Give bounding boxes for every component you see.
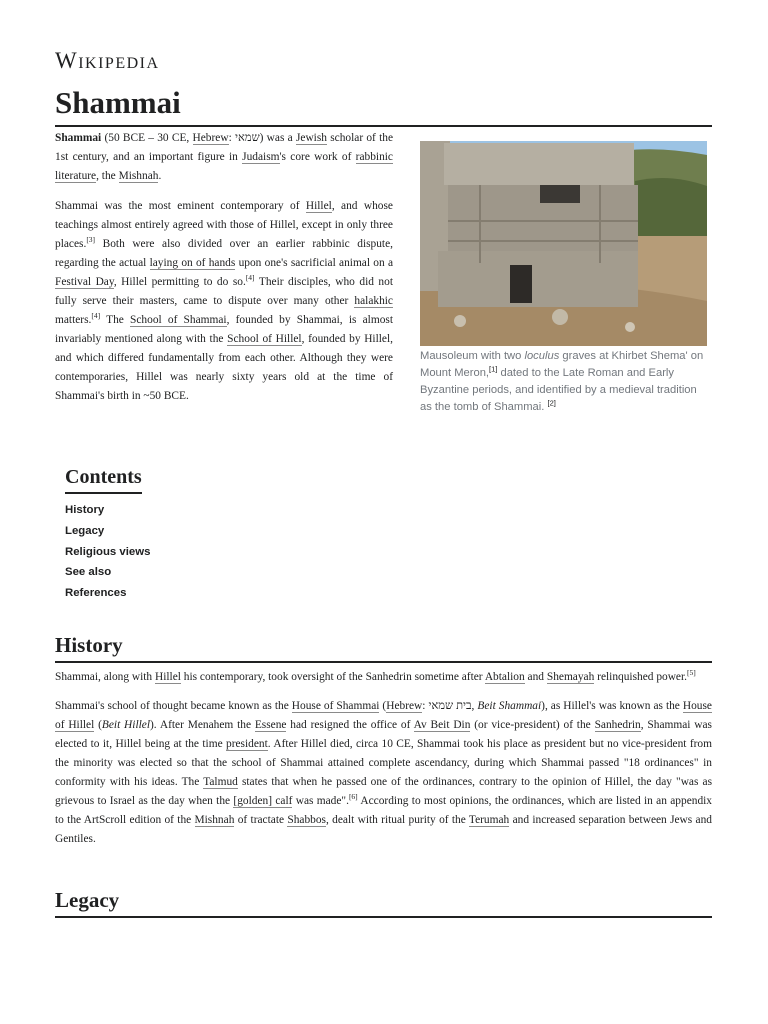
text-run: (50 BCE – 30 CE, [101, 132, 193, 144]
wikipedia-wordmark[interactable]: Wikipedia [55, 48, 160, 73]
text-run: Their disciples, who did not fully serve their masters, came to dispute over many other [55, 276, 393, 307]
base-stones [438, 251, 638, 307]
av-beit-din-link[interactable]: Av Beit Din [413, 719, 471, 731]
history-section [55, 668, 712, 859]
citation-3[interactable]: [3] [86, 235, 96, 245]
text-run: , dealt with ritual purity of the [325, 814, 469, 826]
terumah-link[interactable]: Terumah [468, 814, 510, 826]
infobox-figure [420, 141, 707, 416]
caption-italic: loculus [524, 350, 560, 362]
essene-link[interactable]: Essene [254, 719, 287, 731]
text-run: : [422, 700, 429, 712]
text-run: had resigned the office of [286, 719, 414, 731]
text-run: dated to the Late Roman and Early Byzantine periods, and identified by a medieval tradition as the tomb of Shammai. [420, 367, 697, 413]
text-run: Shammai, along with [55, 671, 155, 683]
section-heading-history: History [55, 632, 712, 663]
toc-list [65, 500, 150, 604]
mausoleum-photo[interactable] [420, 141, 707, 346]
text-run: matters. [55, 314, 92, 326]
house-of-shammai-link[interactable]: House of Shammai [291, 700, 380, 712]
rubble [552, 309, 568, 325]
text-run: , Hillel permitting to do so. [113, 276, 246, 288]
hillel-link[interactable]: Hillel [154, 671, 181, 683]
laying-on-of-hands-link[interactable]: laying on of hands [149, 257, 236, 269]
text-run: was made". [292, 795, 349, 807]
judaism-link[interactable]: Judaism [242, 151, 280, 163]
mishnah-link[interactable]: Mishnah [118, 170, 159, 182]
text-run: Shammai was the most eminent contemporary of [55, 200, 306, 212]
text-run: states that when he passed one of the ordinances, contrary to the opinion of Hillel, the day "was as grievous to Israel as the day when the [55, 776, 713, 807]
text-run: . After Hillel died, circa 10 CE, Shammai took his place as president but no vice-president from the minority was elected so that the school of Shammai attained complete ascendancy, during which Shammai passed "18 ordinances" in conformity with his ideas. The [55, 738, 712, 788]
text-run: (or vice-president) of the [470, 719, 595, 731]
section-heading-legacy: Legacy [55, 887, 712, 918]
hebrew-link[interactable]: Hebrew [386, 700, 423, 712]
lower-opening [510, 265, 532, 303]
toc-title: Contents [65, 466, 142, 494]
house-of-hillel-link[interactable]: House of Hillel [55, 700, 712, 731]
mausoleum-image [420, 141, 707, 346]
text-run: upon one's sacrificial animal on a [235, 257, 394, 269]
text-run: , founded by Hillel, and which differed fundamentally from each other. Although they were contemporaries, Hillel was nearly sixty years old at the time of Shammai's birth in ~50 BCE. [55, 333, 393, 402]
text-run: graves at Khirbet Shema' on Mount Meron, [420, 350, 704, 379]
citation-4[interactable]: [4] [91, 311, 101, 321]
lead-paragraph-2 [55, 197, 393, 406]
hillel-link[interactable]: Hillel [305, 200, 332, 212]
text-run: Mausoleum with two [420, 350, 525, 362]
article-subject-name: Shammai [55, 132, 102, 144]
text-run: and [524, 671, 547, 683]
toc-item-see-also[interactable]: See also [65, 566, 112, 579]
rubble [454, 315, 466, 327]
figure-caption [420, 348, 707, 416]
hebrew-link[interactable]: Hebrew [192, 132, 229, 144]
text-run: ) was a [259, 132, 296, 144]
school-of-shammai-link[interactable]: School of Shammai [130, 314, 227, 326]
text-run: Shammai's school of thought became known as the [55, 700, 292, 712]
hebrew-text: בית שמאי [428, 700, 472, 712]
page-title: Shammai [55, 84, 712, 127]
text-run: scholar of the 1st century, and an important figure in [55, 132, 394, 163]
capstone [444, 143, 634, 185]
transliteration: Beit Shammai [477, 700, 542, 712]
text-run: . [158, 170, 162, 182]
text-run: relinquished power. [594, 671, 687, 683]
text-run: his contemporary, took oversight of the Sanhedrin sometime after [180, 671, 485, 683]
golden-calf-link[interactable]: [golden] calf [233, 795, 293, 807]
shemayah-link[interactable]: Shemayah [546, 671, 595, 683]
jewish-link[interactable]: Jewish [295, 132, 327, 144]
text-run: , and whose teachings almost entirely agreed with those of Hillel, except in only three places. [55, 200, 393, 250]
toc-item-references[interactable]: References [65, 587, 127, 600]
hebrew-name: שמאי [235, 132, 260, 144]
abtalion-link[interactable]: Abtalion [484, 671, 525, 683]
toc-item-religious-views[interactable]: Religious views [65, 545, 151, 558]
text-run: ( [94, 719, 102, 731]
text-run: The [100, 314, 131, 326]
rabbinic-literature-link[interactable]: rabbinic literature [55, 151, 393, 182]
transliteration: Beit Hillel [101, 719, 151, 731]
text-run: 's core work of [279, 151, 356, 163]
text-run: , founded by Shammai, is almost invariably mentioned along with the [55, 314, 393, 345]
shabbos-link[interactable]: Shabbos [287, 814, 326, 826]
talmud-link[interactable]: Talmud [203, 776, 238, 788]
sanhedrin-link[interactable]: Sanhedrin [594, 719, 641, 731]
table-of-contents [65, 466, 150, 604]
lead-section [55, 129, 393, 417]
text-run: of tractate [234, 814, 288, 826]
text-run: : [228, 132, 235, 144]
halakhic-link[interactable]: halakhic [354, 295, 393, 307]
citation-4[interactable]: [4] [245, 273, 255, 283]
history-paragraph-2 [55, 697, 712, 849]
text-run: , the [96, 170, 119, 182]
citation-6[interactable]: [6] [348, 792, 358, 802]
upper-opening [540, 185, 580, 203]
text-run: , [471, 700, 478, 712]
text-run: ), as Hillel's was known as the [541, 700, 683, 712]
citation-5[interactable]: [5] [687, 668, 696, 678]
trees [635, 178, 707, 236]
lead-paragraph-1 [55, 129, 393, 186]
text-run: ). After Menahem the [150, 719, 255, 731]
text-run: According to most opinions, the ordinances, which are listed in an appendix to the ArtScroll edition of the [55, 795, 712, 826]
president-link[interactable]: president [226, 738, 268, 750]
toc-item-history[interactable]: History [65, 504, 105, 516]
text-run: and increased separation between Jews and Gentiles. [55, 814, 712, 845]
text-run: Both were also divided over an earlier rabbinic dispute, regarding the actual [55, 238, 393, 269]
mishnah-link[interactable]: Mishnah [194, 814, 235, 826]
text-run: , Shammai was elected to it, Hillel being at the time [55, 719, 712, 750]
rubble [625, 322, 635, 332]
toc-item-legacy[interactable]: Legacy [65, 524, 105, 537]
history-paragraph-1 [55, 668, 712, 687]
school-of-hillel-link[interactable]: School of Hillel [227, 333, 302, 345]
festival-day-link[interactable]: Festival Day [55, 276, 114, 288]
citation-2[interactable]: [2] [547, 398, 556, 408]
text-run: ( [379, 700, 387, 712]
citation-1[interactable]: [1] [489, 364, 498, 374]
